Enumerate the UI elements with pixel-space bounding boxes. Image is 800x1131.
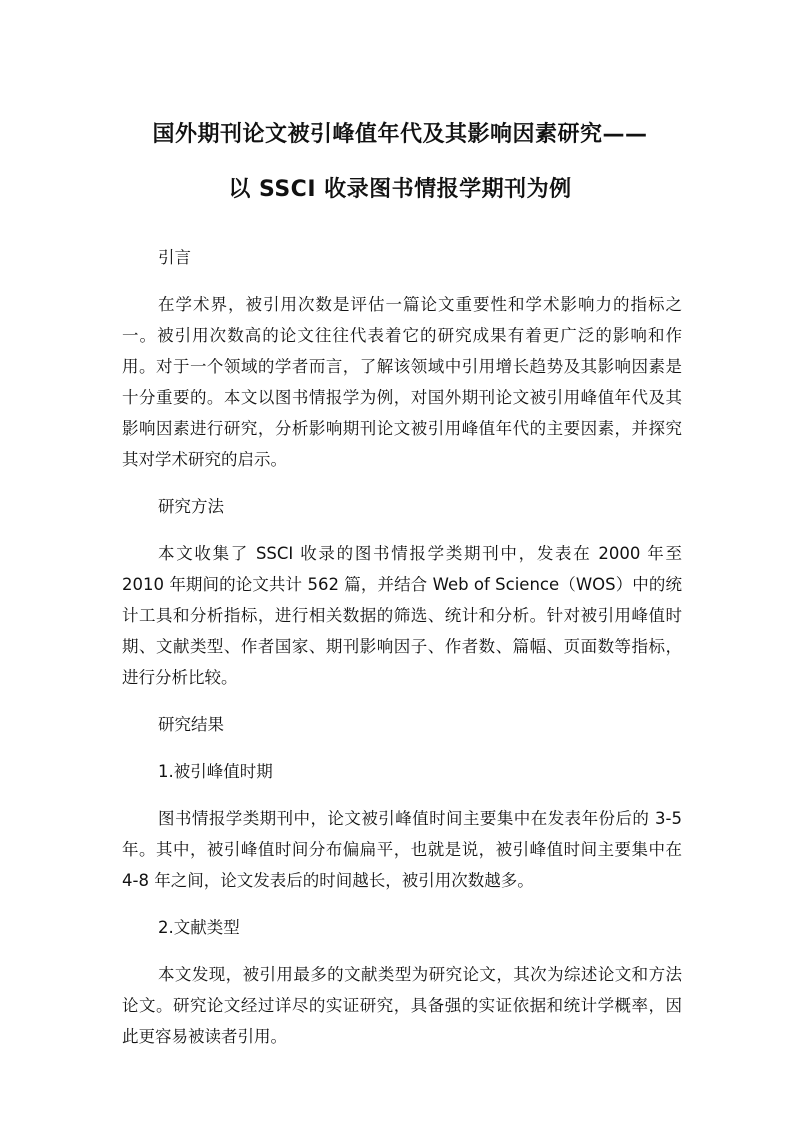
section-heading-introduction: 引言 <box>158 248 191 267</box>
document-body <box>122 242 682 1068</box>
section-heading-methods: 研究方法 <box>158 497 224 516</box>
paragraph-peak-period: 图书情报学类期刊中，论文被引峰值时间主要集中在发表年份后的 3-5 年。其中，被引峰值时间分布偏扁平，也就是说，被引峰值时间主要集中在 4-8 年之间，论文发表后的时间越长，被引用次数越多。 <box>122 809 682 890</box>
paragraph-introduction: 在学术界，被引用次数是评估一篇论文重要性和学术影响力的指标之一。被引用次数高的论文往往代表着它的研究成果有着更广泛的影响和作用。对于一个领域的学者而言，了解该领域中引用增长趋势及其影响因素是十分重要的。本文以图书情报学为例，对国外期刊论文被引用峰值年代及其影响因素进行研究，分析影响期刊论文被引用峰值年代的主要因素，并探究其对学术研究的启示。 <box>122 295 682 469</box>
section-heading-results: 研究结果 <box>158 715 224 734</box>
subsection-heading-peak-period: 1.被引峰值时期 <box>158 762 273 781</box>
paragraph-methods: 本文收集了 SSCI 收录的图书情报学类期刊中，发表在 2000 年至 2010 年期间的论文共计 562 篇，并结合 Web of Science（WOS）中的统计工具和分析指标，进行相关数据的筛选、统计和分析。针对被引用峰值时期、文献类型、作者国家、期刊影响因子、作者数、篇幅、页面数等指标，进行分析比较。 <box>122 544 682 687</box>
document-title-line-2: 以 SSCI 收录图书情报学期刊为例 <box>228 177 572 202</box>
subsection-heading-document-type: 2.文献类型 <box>158 918 240 937</box>
document-title-line-1: 国外期刊论文被引峰值年代及其影响因素研究—— <box>152 122 648 147</box>
paragraph-document-type: 本文发现，被引用最多的文献类型为研究论文，其次为综述论文和方法论文。研究论文经过详尽的实证研究，具备强的实证依据和统计学概率，因此更容易被读者引用。 <box>122 965 682 1046</box>
